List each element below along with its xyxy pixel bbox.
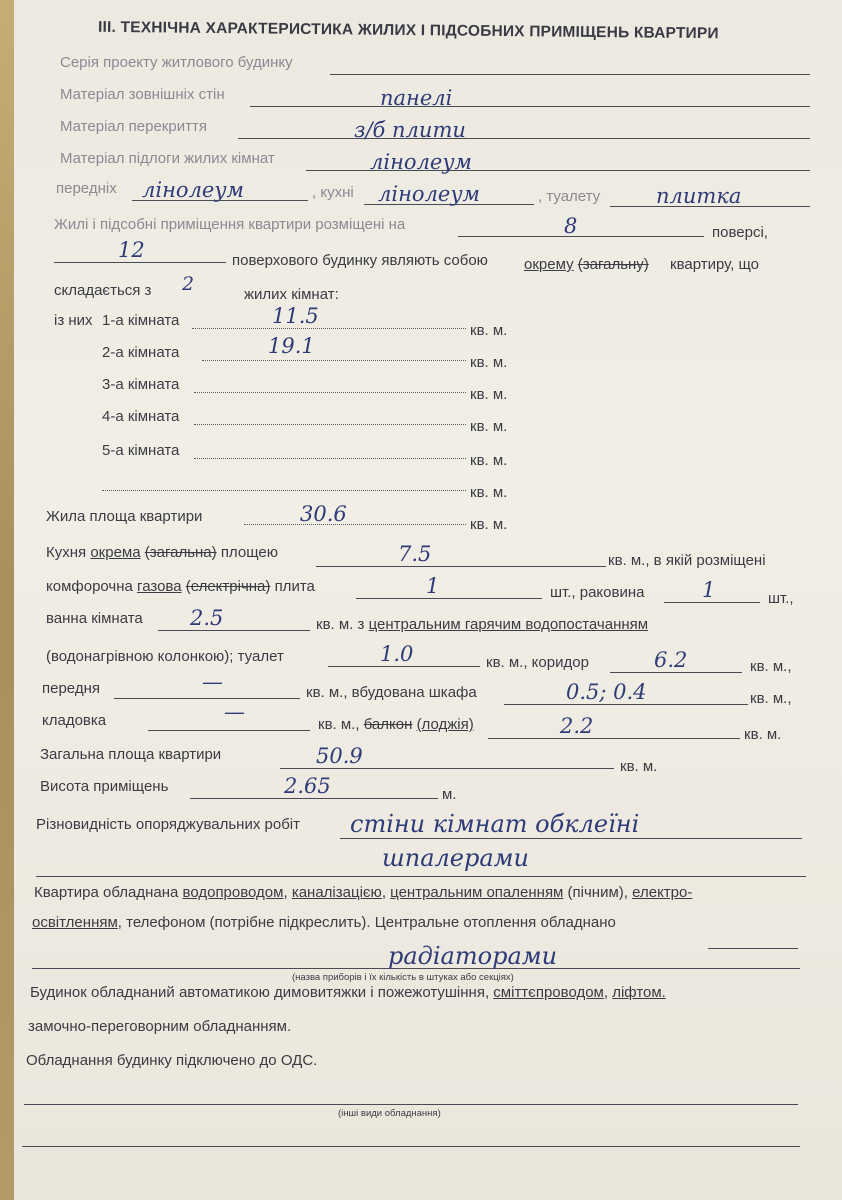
note-heating-devices: (назва приборів і їх кількість в штуках або секціях) <box>292 972 514 983</box>
value-total-area: 50.9 <box>316 744 363 768</box>
unit-room2: кв. м. <box>470 354 508 371</box>
label-phone: освітленням, телефоном (потрібне підкреслить). Центральне отоплення обладнано <box>32 914 616 931</box>
table-edge <box>0 0 14 1200</box>
label-storey: поверсі, <box>712 224 768 241</box>
line-heating-1 <box>708 948 798 949</box>
value-finishing-2: шпалерами <box>382 844 530 872</box>
label-room4: 4-а кімната <box>102 408 180 425</box>
unit-sink: шт., <box>768 590 794 607</box>
label-consists: складається з <box>54 282 152 299</box>
label-hall: передніх <box>56 180 117 197</box>
label-building: поверхового будинку являють собою <box>232 252 488 269</box>
line-total-area <box>280 768 614 769</box>
value-toilet: плитка <box>656 184 742 208</box>
value-kitchen: лінолеум <box>378 182 480 206</box>
line-floors-material <box>238 138 810 139</box>
line-storeys-total <box>54 262 226 263</box>
value-hall: лінолеум <box>142 178 244 202</box>
document-page <box>14 0 842 1200</box>
line-height <box>190 798 438 799</box>
label-bathroom: ванна кімната <box>46 610 143 627</box>
value-living-area: 30.6 <box>300 502 347 526</box>
line-walls <box>250 106 810 107</box>
label-corridor: кв. м., коридор <box>486 654 589 671</box>
label-stove: комфорочна газова (електрічна) плита <box>46 578 315 595</box>
label-room3: 3-а кімната <box>102 376 180 393</box>
label-equipped: Квартира обладнана водопроводом, каналізацією, центральним опаленням (пічним), електро- <box>34 884 693 901</box>
label-living-rooms: жилих кімнат: <box>244 286 339 303</box>
line-other-eq <box>24 1104 798 1105</box>
value-corridor: 6.2 <box>654 648 688 672</box>
line-bathroom <box>158 630 310 631</box>
label-separate: окрему (загальну) <box>524 256 649 273</box>
dots-room2 <box>202 360 466 361</box>
dots-room4 <box>194 424 466 425</box>
value-floor-living: лінолеум <box>370 150 472 174</box>
label-kitchen-line: Кухня окрема (загальна) площею <box>46 544 278 561</box>
label-total-area: Загальна площа квартири <box>40 746 222 763</box>
label-walls: Матеріал зовнішніх стін <box>60 86 225 103</box>
label-height: Висота приміщень <box>40 778 169 795</box>
label-kitchen: , кухні <box>312 184 354 201</box>
value-storeys-total: 12 <box>118 238 145 262</box>
value-bathroom: 2.5 <box>190 606 224 630</box>
value-hallway: — <box>202 670 223 694</box>
line-series <box>330 74 810 75</box>
label-sink: шт., раковина <box>550 584 645 601</box>
value-walls: панелі <box>380 86 453 110</box>
label-placed: Жилі і підсобні приміщення квартири розміщені на <box>54 216 406 233</box>
line-extra <box>22 1146 800 1147</box>
value-heating-devices: радіаторами <box>388 942 558 970</box>
label-series: Серія проекту житлового будинку <box>60 54 293 71</box>
unit-built-in: кв. м., <box>750 690 792 707</box>
dots-living-area <box>244 524 466 525</box>
unit-height: м. <box>442 786 457 803</box>
line-kitchen-area <box>316 566 606 567</box>
value-sink-count: 1 <box>702 578 716 602</box>
label-intercom: замочно-переговорним обладнанням. <box>28 1018 292 1035</box>
unit-living-area: кв. м. <box>470 516 508 533</box>
line-stove-count <box>356 598 542 599</box>
value-stove-count: 1 <box>426 574 440 598</box>
value-floors-material: з/б плити <box>354 118 466 142</box>
label-floors-material: Матеріал перекриття <box>60 118 207 135</box>
label-room1: 1-а кімната <box>102 312 180 329</box>
label-finishing: Різновидність опоряджувальних робіт <box>36 816 300 833</box>
line-built-in <box>504 704 748 705</box>
label-ods: Обладнання будинку підключено до ОДС. <box>26 1052 318 1069</box>
value-kitchen-area: 7.5 <box>398 542 432 566</box>
unit-total-area: кв. м. <box>620 758 658 775</box>
line-finishing-1 <box>340 838 802 839</box>
label-room5: 5-а кімната <box>102 442 180 459</box>
dots-room5 <box>194 458 466 459</box>
line-corridor <box>610 672 742 673</box>
note-other-eq: (інші види обладнання) <box>338 1108 441 1119</box>
value-storey: 8 <box>564 214 578 238</box>
label-hot-water: кв. м. з центральним гарячим водопостачанням <box>316 616 649 633</box>
unit-room5: кв. м. <box>470 452 508 469</box>
value-room1: 11.5 <box>272 304 319 328</box>
label-of-them: із них <box>54 312 93 329</box>
label-building-eq: Будинок обладнаний автоматикою димовитяжки і пожежотушіння, сміттєпроводом, ліфтом. <box>30 984 666 1001</box>
label-built-in: кв. м., вбудована шкафа <box>306 684 477 701</box>
line-storage <box>148 730 310 731</box>
unit-room1: кв. м. <box>470 322 508 339</box>
label-room2: 2-а кімната <box>102 344 180 361</box>
value-storage: — <box>224 700 245 724</box>
line-sink-count <box>664 602 760 603</box>
value-finishing-1: стіни кімнат обклеїні <box>350 810 640 838</box>
label-apartment: квартиру, що <box>670 256 759 273</box>
line-toilet-area <box>328 666 480 667</box>
line-finishing-2 <box>36 876 806 877</box>
label-loggia: кв. м., балкон (лоджія) <box>318 716 474 733</box>
dots-room1 <box>192 328 466 329</box>
dots-room6 <box>102 490 466 491</box>
value-toilet-area: 1.0 <box>380 642 414 666</box>
label-hallway: передня <box>42 680 100 697</box>
value-loggia: 2.2 <box>560 714 594 738</box>
unit-corridor: кв. м., <box>750 658 792 675</box>
unit-room3: кв. м. <box>470 386 508 403</box>
line-loggia <box>488 738 740 739</box>
unit-loggia: кв. м. <box>744 726 782 743</box>
page-title: ІІІ. ТЕХНІЧНА ХАРАКТЕРИСТИКА ЖИЛИХ І ПІДСОБНИХ ПРИМІЩЕНЬ КВАРТИРИ <box>97 18 719 43</box>
value-height: 2.65 <box>284 774 331 798</box>
label-living-area: Жила площа квартири <box>46 508 203 525</box>
dots-room3 <box>194 392 466 393</box>
label-kitchen-placed: кв. м., в якій розміщені <box>608 552 766 569</box>
unit-room4: кв. м. <box>470 418 508 435</box>
label-toilet: , туалету <box>538 188 601 205</box>
unit-room6: кв. м. <box>470 484 508 501</box>
line-hallway <box>114 698 300 699</box>
label-heater: (водонагрівною колонкою); туалет <box>46 648 284 665</box>
value-rooms: 2 <box>182 273 195 295</box>
line-storey <box>458 236 704 237</box>
label-storage: кладовка <box>42 712 107 729</box>
value-built-in: 0.5; 0.4 <box>566 680 647 704</box>
value-room2: 19.1 <box>268 334 315 358</box>
label-floor-living: Матеріал підлоги жилих кімнат <box>60 150 275 167</box>
